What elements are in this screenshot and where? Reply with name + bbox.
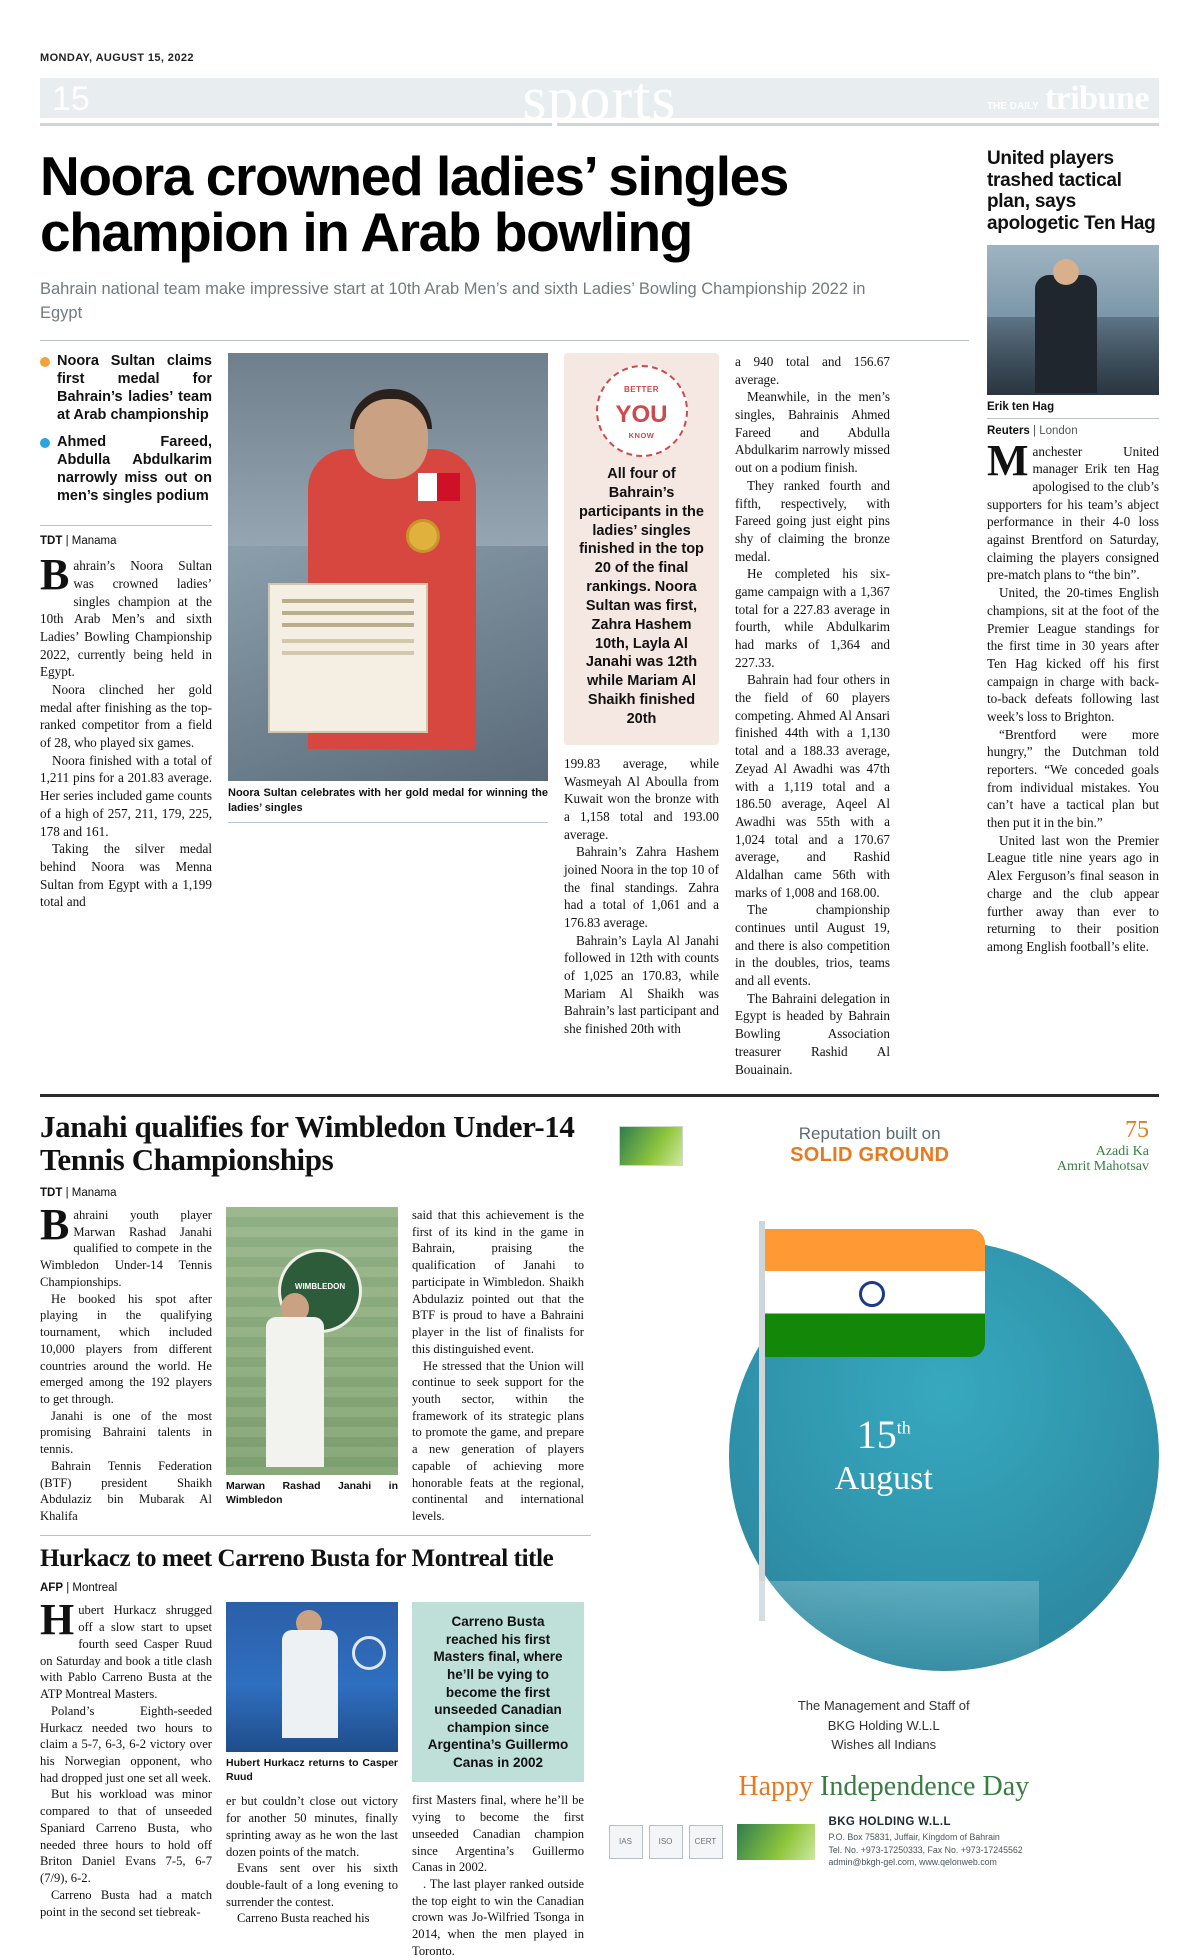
paragraph: Carreno Busta had a match point in the second set tiebreak- [40,1887,212,1919]
photo-subject [266,1317,324,1467]
lead-column-2 [228,353,548,1078]
divider [40,340,969,341]
bahrain-flag-icon [418,473,460,501]
tennis-racket-icon [352,1636,386,1670]
ad-tagline-line2: SOLID GROUND [790,1144,950,1167]
ad-date-number: 15 [856,1412,897,1458]
hurkacz-factbox: Carreno Busta reached his first Masters final, where he’ll be vying to become the first unseeded Canadian champion since Argentina’s Guillermo Canas in 2002 [412,1602,584,1782]
ashoka-chakra-icon [859,1281,885,1307]
paragraph: Bahrain had four others in the field of 60 players competing. Ahmed Al Ansari finished 44th with a 1,130 total and a 188.33 average, Zeyad Al Awadhi was 47th with a 1,119 total and a 186.50 average, Aqeel Al Awadhi was 55th with a 1,024 total and a 170.67 average, and Rashid Aldalhan came 56th with marks of 1,008 and 168.00. [735,672,890,900]
paragraph: er but couldn’t close out victory for another 50 minutes, finally sprinting away as he won the last dozen points of the match. [226,1794,398,1859]
ad-greeting [609,1771,1160,1803]
masthead [40,65,1159,133]
azadi-75: 75 [1124,1117,1149,1144]
paragraph: Taking the silver medal behind Noora was Menna Sultan from Egypt with a 1,199 total and [40,841,212,910]
ad-footer-line2: BKG Holding W.L.L [827,1717,940,1733]
page-number: 15 [52,80,90,118]
bullet-dot-icon [40,438,50,448]
paragraph: a 940 total and 156.67 average. [735,354,890,387]
paragraph: United last won the Premier League title nine years ago in Alex Ferguson’s final season in charge and the club appear further away than ever to returning to their position among English football’s elite. [987,832,1159,954]
paragraph: Bahrain’s Noora Sultan was crowned ladies’ singles champion at the 10th Arab Men’s and sixth Ladies’ Bowling Championship 2022, currently being held in Egypt. [40,550,212,680]
sidebar-photo-caption: Erik ten Hag [987,401,1159,419]
paragraph: He completed his six-game campaign with a 1,367 total for a 227.83 average in fourth, while Abdulkarim had marks of 1,364 and 227.33. [735,566,890,670]
paragraph: first Masters final, where he’ll be vying to become the first unseeded Canadian champion since Argentina’s Guillermo Canas in 2002. [412,1793,584,1875]
ad-footer-line3: Wishes all Indians [831,1737,937,1753]
paragraph: “Brentford were more hungry,” the Dutchman told reporters. “We conceded goals from individual mistakes. You can’t have a tactical plan but then put it in the bin.” [987,726,1159,831]
publication-logo [987,80,1149,118]
badge-icon: ISO [649,1825,683,1859]
ad-date [609,1411,1160,1498]
ad-tagline-line1: Reputation built on [798,1124,941,1144]
top-area [40,145,1159,1078]
lead-column-4 [735,353,890,1078]
gold-medal-icon [406,519,440,553]
azadi-line1: Azadi Ka [1095,1143,1149,1159]
hurkacz-column-3 [412,1602,584,1959]
lead-photo-caption: Noora Sultan celebrates with her gold medal for winning the ladies’ singles [228,786,548,822]
byline-source: AFP [40,1582,63,1595]
paragraph: said that this achievement is the first of its kind in the game in Bahrain, praising the qualification of Janahi to participate in Wimbledon. Shaikh Abdulaziz pointed out that the BTF is proud to have a Bahraini player in the list of finalists for this distinguished event. [412,1207,584,1356]
hurkacz-columns [40,1595,591,1959]
paragraph: He stressed that the Union will continue to seek support for the youth sector, within the framework of its strategic plans to promote the game, and prepare a new generation of players capable of achieving more honorable feats at the regional, continental and international levels. [412,1358,584,1524]
ad-body [609,1111,1160,1868]
paragraph: Bahrain Tennis Federation (BTF) president Shaikh Abdulaziz bin Mubarak Al Khalifa [40,1458,212,1524]
bullet-dot-icon [40,357,50,367]
hurkacz-column-2-text [226,1793,398,1927]
lead-headline: Noora crowned ladies’ singles champion in Arab bowling [40,145,788,264]
paragraph: Bahrain’s Layla Al Janahi followed in 12th with counts of 1,025 an 170.83, while Mariam Al Shaikh was Bahrain’s last participant and she finished 20th with [564,932,719,1037]
logo-tribune: tribune [1044,80,1149,117]
paragraph: 199.83 average, while Wasmeyah Al Aboulla from Kuwait won the bronze with a 1,158 total and 193.00 average. [564,755,719,842]
bullet-item [40,434,212,506]
lead-byline: TDT | Manama [40,534,117,547]
ad-company-footer [609,1814,1160,1869]
sidebar-credit: Reuters | London [987,424,1078,437]
badge-icon: IAS [609,1825,643,1859]
paragraph: Poland’s Eighth-seeded Hurkacz needed two hours to claim a 5-7, 6-3, 6-2 victory over his Norwegian opponent, who had dropped just one set all week. [40,1703,212,1785]
hurkacz-photo-column [226,1602,398,1959]
bullet-text: Noora Sultan claims first medal for Bahrain’s ladies’ team at Arab championship [57,353,212,423]
paragraph: Carreno Busta reached his [237,1911,370,1926]
pullquote-text: All four of Bahrain’s participants in the ladies’ singles finished in the top 20 of the final rankings. Noora Sultan was first, Zahra Hashem 10th, Layla Al Janahi was 12th while Mariam Al Shaikh finished 20th [579,466,704,727]
photo-subject [1035,275,1097,393]
company-email: admin@bkgh-gel.com, www.qelonweb.com [828,1857,997,1868]
janahi-column-3 [412,1207,584,1525]
skyline-graphic [749,1581,1040,1671]
paragraph: Bahraini youth player Marwan Rashad Janahi qualified to compete in the Wimbledon Under-14 Tennis Championships. [40,1199,212,1289]
mid-section [40,1094,1159,1959]
sidebar-photo [987,245,1159,395]
credit-place: London [1039,424,1078,437]
byline-place: Montreal [72,1582,118,1595]
company-phone: Tel. No. +973-17250333, Fax No. +973-17245562 [828,1844,1023,1855]
byline-place: Manama [71,1186,117,1199]
janahi-photo-column [226,1207,398,1525]
paragraph: But his workload was minor compared to that of unseeded Spaniard Carreno Busta, who needed three hours to hold off Briton Daniel Evans 7-5, 6-7 (7/9), 6-2. [40,1787,212,1886]
credit-source: Reuters [987,424,1030,437]
pullquote-box [564,353,719,745]
paragraph: The Bahraini delegation in Egypt is headed by Bahrain Bowling Association treasurer Rashid Al Bouainain. [735,990,890,1077]
ad-date-suffix: th [896,1417,911,1438]
logo-better-text: BETTER [624,385,659,395]
hurkacz-headline: Hurkacz to meet Carreno Busta for Montreal title [40,1544,554,1572]
hurkacz-byline: AFP | Montreal [40,1582,118,1595]
paragraph: Noora clinched her gold medal after finishing as the top-ranked competitor from a field of 28, who played six games. [40,682,212,751]
photo-subject-head [354,399,428,479]
company-address: P.O. Box 75831, Juffair, Kingdom of Bahrain [828,1831,1000,1842]
hurkacz-photo [226,1602,398,1752]
azadi-line2: Amrit Mahotsav [1056,1159,1149,1174]
byline-source: TDT [40,534,63,547]
paragraph: United, the 20-times English champions, sit at the foot of the Premier League standings for the first time in 30 years after Ten Hag kicked off his first campaign in charge with back-to-back defeats following last week’s loss to Brighton. [987,585,1159,724]
hurkacz-column-3-text [412,1792,584,1959]
issue-date: MONDAY, AUGUST 15, 2022 [40,52,194,64]
paragraph: Meanwhile, in the men’s singles, Bahrainis Ahmed Fareed and Abdulla Abdulkarim narrowly missed out on a podium finish. [735,389,890,476]
ad-header [609,1111,1160,1174]
logo-you-text: YOU [615,401,668,429]
paragraph: He booked his spot after playing in the qualifying tournament, which included 10,000 players from different countries around the world. He emerged among the 192 players to get through. [40,1291,212,1407]
paragraph: Noora finished with a total of 1,211 pins for a 201.83 average. Her series included game counts of a high of 257, 211, 179, 225, 178 and 161. [40,752,212,839]
janahi-headline: Janahi qualifies for Wimbledon Under-14 Tennis Championships [40,1109,575,1178]
advertisement [609,1111,1160,1959]
bkg-logo-icon [619,1126,683,1166]
ad-date-month: August [834,1460,933,1498]
sidebar-story [987,148,1159,1078]
ad-footer-line1: The Management and Staff of [797,1698,970,1714]
sidebar-headline: United players trashed tactical plan, says apologetic Ten Hag [987,148,1156,234]
secondary-stories [40,1111,591,1959]
janahi-column-1 [40,1199,212,1525]
janahi-photo-caption: Marwan Rashad Janahi in Wimbledon [226,1479,398,1506]
bullet-item [40,353,212,425]
paragraph: Manchester United manager Erik ten Hag apologised to the club’s supporters for his team’s abject performance in their 4-0 loss against Brentford on Saturday, claiming the players consigned pre-match plans to “the bin”. [987,435,1159,583]
lead-column-1 [40,353,212,1078]
paragraph: Evans sent over his sixth double-fault of a long evening to surrender the contest. [226,1861,398,1909]
logo-the-daily: THE DAILY [986,101,1039,112]
azadi-logo [1057,1117,1149,1174]
section-title: sports [522,65,677,133]
bkg-logo-icon [737,1824,815,1860]
hurkacz-column-1 [40,1595,212,1959]
janahi-byline: TDT | Manama [40,1186,117,1199]
ad-date-day [609,1411,1160,1458]
company-name: BKG HOLDING W.L.L [828,1816,951,1829]
lead-columns [40,353,969,1078]
ad-footer-text [609,1696,1160,1755]
ad-tagline [790,1124,949,1167]
paragraph: Bahrain’s Zahra Hashem joined Noora in the top 10 of the final standings. Zahra had a total of 1,061 and a 176.83 average. [564,844,719,931]
certification-badges [609,1825,723,1859]
lead-story [40,145,969,1078]
badge-icon: CERT [689,1825,723,1859]
certificate-icon [268,583,428,733]
paragraph: Hubert Hurkacz shrugged off a slow start to upset fourth seed Casper Ruud on Saturday and book a title clash with Pablo Carreno Busta at the ATP Montreal Masters. [40,1595,212,1702]
paragraph: The championship continues until August 19, and there is also competition in the doubles, trios, teams and all events. [735,902,890,989]
company-details [829,1814,1023,1869]
sidebar-body [987,435,1159,956]
hurkacz-photo-caption: Hubert Hurkacz returns to Casper Ruud [226,1757,398,1784]
bullet-text: Ahmed Fareed, Abdulla Abdulkarim narrowly miss out on men’s singles podium [57,433,212,504]
divider [40,1535,591,1536]
better-you-know-logo [596,365,688,457]
bullet-list [40,353,212,526]
photo-subject-head [1053,259,1079,285]
photo-subject [282,1630,338,1738]
lead-photo [228,353,548,781]
logo-know-text: KNOW [628,430,655,440]
ad-greeting-independence: Independence Day [820,1771,1030,1803]
paragraph: . The last player ranked outside the top eight to win the Canadian crown was Jo-Wilfried Tsonga in 2014, when the men played in Toronto. [412,1876,584,1958]
janahi-photo [226,1207,398,1475]
lead-column-3 [564,353,719,1078]
paragraph: Janahi is one of the most promising Bahraini talents in tennis. [40,1408,212,1457]
byline-place: Manama [71,534,117,547]
byline-source: TDT [40,1186,63,1199]
paragraph: They ranked fourth and fifth, respectively, with Fareed going just eight pins shy of claiming the bronze medal. [735,477,890,564]
ad-greeting-happy: Happy [738,1771,821,1803]
crest-label: WIMBLEDON [294,1281,346,1291]
janahi-columns [40,1199,591,1525]
lead-deck: Bahrain national team make impressive start at 10th Arab Men’s and sixth Ladies’ Bowling Championship 2022 in Egypt [40,280,866,323]
